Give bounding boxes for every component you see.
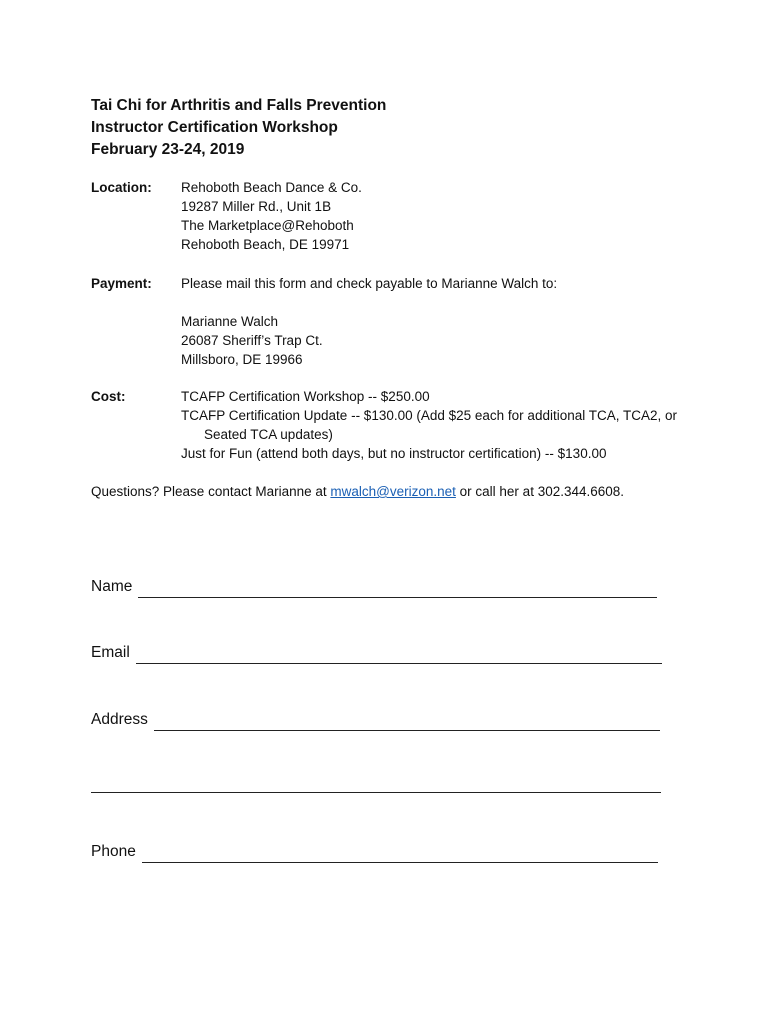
address-field <box>91 709 660 731</box>
address-label: Address <box>91 711 148 728</box>
name-input-line[interactable] <box>138 581 657 598</box>
title-line-1: Tai Chi for Arthritis and Falls Prevention <box>91 97 387 114</box>
phone-field <box>91 841 658 863</box>
location-line: Rehoboth Beach Dance & Co. <box>181 180 362 195</box>
email-link[interactable]: mwalch@verizon.net <box>330 484 456 499</box>
document-title <box>91 95 386 161</box>
payment-address-line: Marianne Walch <box>181 314 279 329</box>
payment-address-line: 26087 Sheriff’s Trap Ct. <box>181 333 323 348</box>
payment-details <box>181 274 701 369</box>
cost-line: TCAFP Certification Update -- $130.00 (Add $25 each for additional TCA, TCA2, or <box>181 408 678 423</box>
location-line: 19287 Miller Rd., Unit 1B <box>181 199 332 214</box>
questions-prefix: Questions? Please contact Marianne at <box>91 484 331 499</box>
address-input-line[interactable] <box>154 714 660 731</box>
payment-address-line: Millsboro, DE 19966 <box>181 352 303 367</box>
payment-instruction: Please mail this form and check payable to Marianne Walch to: <box>181 276 558 291</box>
cost-line: Just for Fun (attend both days, but no instructor certification) -- $130.00 <box>181 446 607 461</box>
payment-label: Payment: <box>91 276 152 291</box>
location-line: Rehoboth Beach, DE 19971 <box>181 237 350 252</box>
cost-label: Cost: <box>91 389 126 404</box>
questions-text <box>91 482 624 501</box>
name-label: Name <box>91 578 133 595</box>
address-line-2-field <box>91 776 661 793</box>
cost-details <box>181 387 701 463</box>
location-address <box>181 178 701 254</box>
location-label: Location: <box>91 180 152 195</box>
address-line-2-input-line[interactable] <box>91 776 661 793</box>
email-input-line[interactable] <box>136 647 662 664</box>
email-label: Email <box>91 644 130 661</box>
email-field <box>91 642 662 664</box>
title-line-2: Instructor Certification Workshop <box>91 119 338 136</box>
title-line-3: February 23-24, 2019 <box>91 141 245 158</box>
phone-input-line[interactable] <box>142 846 658 863</box>
questions-suffix: or call her at 302.344.6608. <box>455 484 625 499</box>
phone-label: Phone <box>91 843 136 860</box>
name-field <box>91 576 657 598</box>
cost-line: Seated TCA updates) <box>204 427 333 442</box>
location-line: The Marketplace@Rehoboth <box>181 218 354 233</box>
cost-line: TCAFP Certification Workshop -- $250.00 <box>181 389 430 404</box>
